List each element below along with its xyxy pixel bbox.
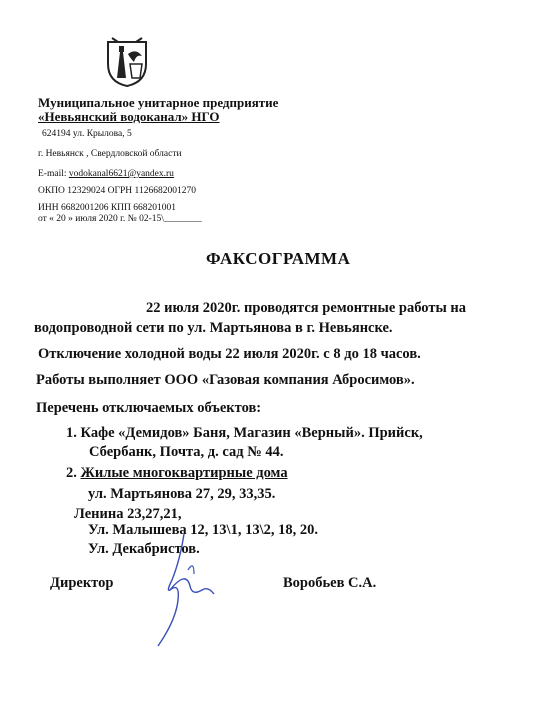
list-item: 1. Кафе «Демидов» Баня, Магазин «Верный». Прийск, [66, 425, 423, 441]
objects-list-heading: Перечень отключаемых объектов: [36, 400, 262, 416]
organization-name: Муниципальное унитарное предприятие [38, 95, 279, 110]
handwritten-signature [150, 530, 220, 650]
street-line: Ул. Малышева 12, 13\1, 13\2, 18, 20. [88, 522, 318, 538]
street-line: Ленина 23,27,21, [74, 506, 182, 522]
signatory-name: Воробьев С.А. [283, 575, 377, 591]
address-city: г. Невьянск , Свердловской области [38, 149, 182, 159]
coat-of-arms-icon [104, 34, 150, 88]
okpo-ogrn: ОКПО 12329024 ОГРН 1126682001270 [38, 186, 196, 196]
document-date-number: от « 20 » июля 2020 г. № 02-15\________ [38, 214, 202, 224]
list-item [66, 465, 288, 482]
email-link[interactable]: vodokanal6621@yandex.ru [68, 169, 174, 179]
signatory-role: Директор [50, 575, 114, 591]
body-text-line: Работы выполняет ООО «Газовая компания Абросимов». [36, 372, 415, 388]
body-text-line: водопроводной сети по ул. Мартьянова в г. Невьянске. [34, 320, 393, 336]
document-title: ФАКСОГРАММА [206, 249, 351, 268]
list-item-label: Жилые многоквартирные дома [80, 465, 288, 481]
inn-kpp: ИНН 6682001206 КПП 668201001 [38, 203, 177, 213]
email-line [38, 169, 174, 179]
list-item-number: 2. [66, 465, 81, 481]
address-street: 624194 ул. Крылова, 5 [42, 129, 132, 139]
list-item-continuation: Сбербанк, Почта, д. сад № 44. [89, 444, 284, 460]
street-line: ул. Мартьянова 27, 29, 33,35. [88, 486, 276, 502]
body-text-line: Отключение холодной воды 22 июля 2020г. с 8 до 18 часов. [38, 346, 421, 362]
email-label: E-mail: [38, 169, 69, 179]
street-line: Ул. Декабристов. [88, 541, 200, 557]
organization-short-name: «Невьянский водоканал» НГО [38, 109, 220, 124]
body-text-line: 22 июля 2020г. проводятся ремонтные работы на [146, 300, 467, 316]
